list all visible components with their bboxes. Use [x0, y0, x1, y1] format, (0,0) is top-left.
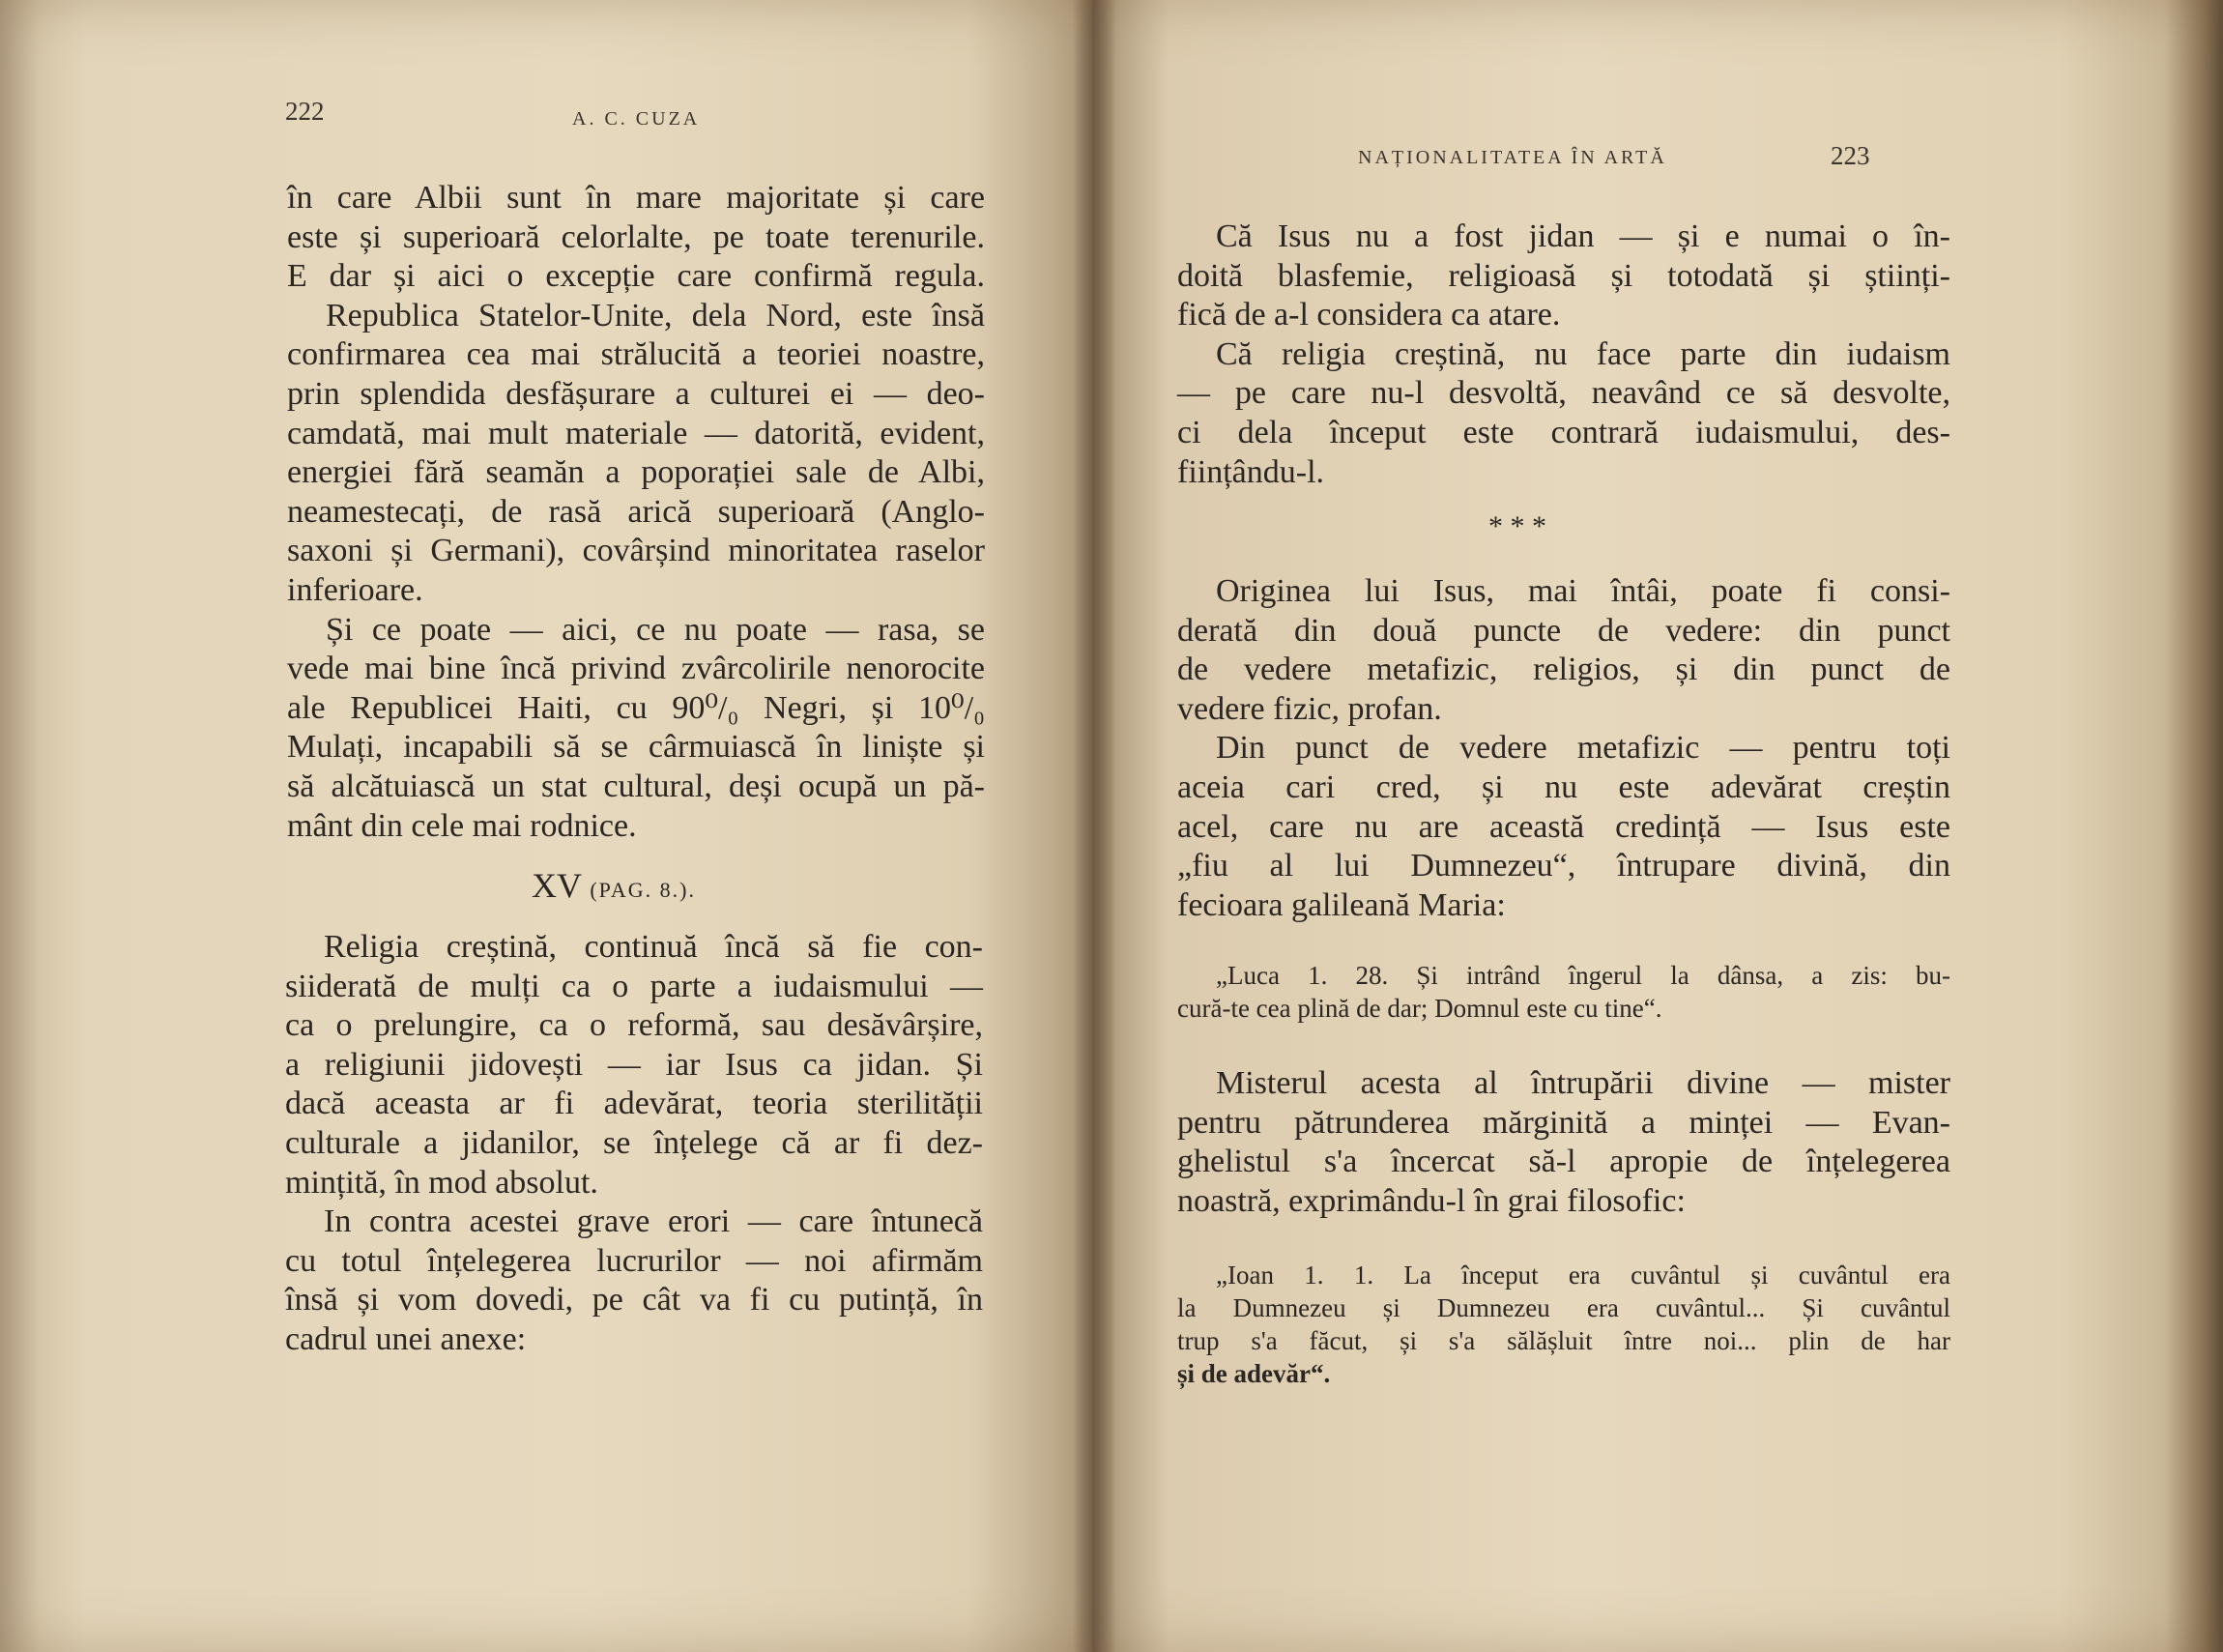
text-line: dacă aceasta ar fi adevărat, teoria sterilității	[285, 1086, 983, 1122]
text-line: — pe care nu-l desvoltă, neavând ce să desvolte,	[1177, 375, 1950, 412]
quote-line: și de adevăr“.	[1177, 1359, 1331, 1388]
text-line: Și ce poate — aici, ce nu poate — rasa, se	[326, 611, 985, 648]
left-page	[0, 0, 1092, 1652]
text-line: derată din două puncte de vedere: din punct	[1177, 612, 1950, 649]
left-text-block-1	[287, 179, 985, 846]
text-line: cadrul unei anexe:	[285, 1320, 527, 1357]
text-line: prin splendida desfășurare a culturei ei — deo-	[287, 375, 985, 412]
right-running-head: NAȚIONALITATEA ÎN ARTĂ	[1358, 147, 1667, 168]
text-line: Misterul acesta al întrupării divine — mister	[1216, 1065, 1950, 1101]
text-line: siiderată de mulți ca o parte a iudaismului —	[285, 968, 983, 1004]
section-heading	[532, 865, 696, 906]
text-line: mânt din cele mai rodnice.	[287, 807, 637, 844]
text-line: energiei fără seamăn a poporației sale de Albi,	[287, 454, 985, 491]
text-line: culturale a jidanilor, se înțelege că ar fi dez-	[285, 1124, 983, 1161]
right-quote-2	[1177, 1259, 1950, 1390]
quote-line: cură-te cea plină de dar; Domnul este cu tine“.	[1177, 994, 1662, 1023]
left-running-head: A. C. CUZA	[572, 108, 701, 130]
text-line: ci dela început este contrară iudaismului, des-	[1177, 414, 1950, 450]
text-line: aceia cari cred, și nu este adevărat creștin	[1177, 768, 1950, 805]
section-asterism: * * *	[1488, 510, 1546, 542]
right-text-block-3	[1177, 1064, 1950, 1221]
text-line: mințită, în mod absolut.	[285, 1164, 598, 1201]
left-page-number: 222	[285, 97, 325, 126]
right-page	[1092, 0, 2223, 1652]
right-quote-1	[1177, 959, 1950, 1025]
text-line: de vedere metafizic, religios, și din punct de	[1177, 652, 1950, 688]
quote-line: „Luca 1. 28. Și intrând îngerul la dânsa, a zis: bu-	[1216, 961, 1950, 990]
right-text-block-2	[1177, 572, 1950, 925]
text-line: pentru pătrunderea mărginită a minței — Evan-	[1177, 1104, 1950, 1141]
section-page-ref: (PAG. 8.).	[590, 878, 697, 902]
text-line: ca o prelungire, ca o reformă, sau desăvârșire,	[285, 1007, 983, 1044]
quote-line: trup s'a făcut, și s'a sălășluit între noi... plin de har	[1177, 1326, 1950, 1355]
text-line: cu totul înțelegerea lucrurilor — noi afirmăm	[285, 1242, 983, 1279]
text-line: ale Republicei Haiti, cu 90⁰/₀ Negri, și 10⁰/₀	[287, 689, 985, 726]
text-line: acel, care nu are această credință — Isus este	[1177, 808, 1950, 845]
right-text-block-1	[1177, 217, 1950, 492]
right-page-number: 223	[1831, 141, 1870, 170]
text-line: Că Isus nu a fost jidan — și e numai o în-	[1216, 218, 1950, 254]
text-line: este și superioară celorlalte, pe toate terenurile.	[287, 218, 985, 255]
text-line: saxoni și Germani), covârșind minoritatea raselor	[287, 533, 985, 569]
text-line: Originea lui Isus, mai întâi, poate fi consi-	[1216, 573, 1950, 609]
text-line: E dar și aici o excepție care confirmă regula.	[287, 258, 985, 295]
text-line: Republica Statelor-Unite, dela Nord, este însă	[326, 297, 985, 333]
left-text-block-2	[285, 928, 983, 1360]
text-line: Mulați, incapabili să se cârmuiască în liniște și	[287, 729, 985, 766]
quote-line: la Dumnezeu și Dumnezeu era cuvântul... Și cuvântul	[1177, 1293, 1950, 1322]
text-line: în care Albii sunt în mare majoritate și care	[287, 180, 985, 216]
quote-line: „Ioan 1. 1. La început era cuvântul și cuvântul era	[1216, 1261, 1950, 1290]
text-line: fecioara galileană Maria:	[1177, 886, 1506, 923]
text-line: ghelistul s'a încercat să-l apropie de înțelegerea	[1177, 1144, 1950, 1180]
text-line: vede mai bine încă privind zvârcolirile nenorocite	[287, 651, 985, 687]
section-number: XV	[532, 866, 582, 905]
text-line: confirmarea cea mai strălucită a teoriei noastre,	[287, 336, 985, 373]
text-line: In contra acestei grave erori — care întunecă	[324, 1203, 983, 1240]
text-line: inferioare.	[287, 571, 423, 608]
text-line: ființându-l.	[1177, 453, 1325, 490]
text-line: Religia creștină, continuă încă să fie con-	[324, 929, 983, 965]
text-line: să alcătuiască un stat cultural, deși ocupă un pă-	[287, 768, 985, 804]
text-line: a religiunii jidovești — iar Isus ca jidan. Și	[285, 1046, 983, 1083]
text-line: noastră, exprimându-l în grai filosofic:	[1177, 1182, 1686, 1219]
text-line: camdată, mai mult materiale — datorită, evident,	[287, 415, 985, 451]
text-line: Că religia creștină, nu face parte din iudaism	[1216, 335, 1950, 372]
text-line: însă și vom dovedi, pe cât va fi cu putință, în	[285, 1282, 983, 1319]
text-line: vedere fizic, profan.	[1177, 690, 1442, 727]
text-line: doită blasfemie, religioasă și totodată și științi-	[1177, 257, 1950, 294]
text-line: fică de a-l considera ca atare.	[1177, 297, 1561, 333]
book-gutter	[1073, 0, 1116, 1652]
text-line: neamestecați, de rasă arică superioară (Anglo-	[287, 493, 985, 530]
text-line: „fiu al lui Dumnezeu“, întrupare divină, din	[1177, 848, 1950, 884]
text-line: Din punct de vedere metafizic — pentru toți	[1216, 730, 1950, 767]
